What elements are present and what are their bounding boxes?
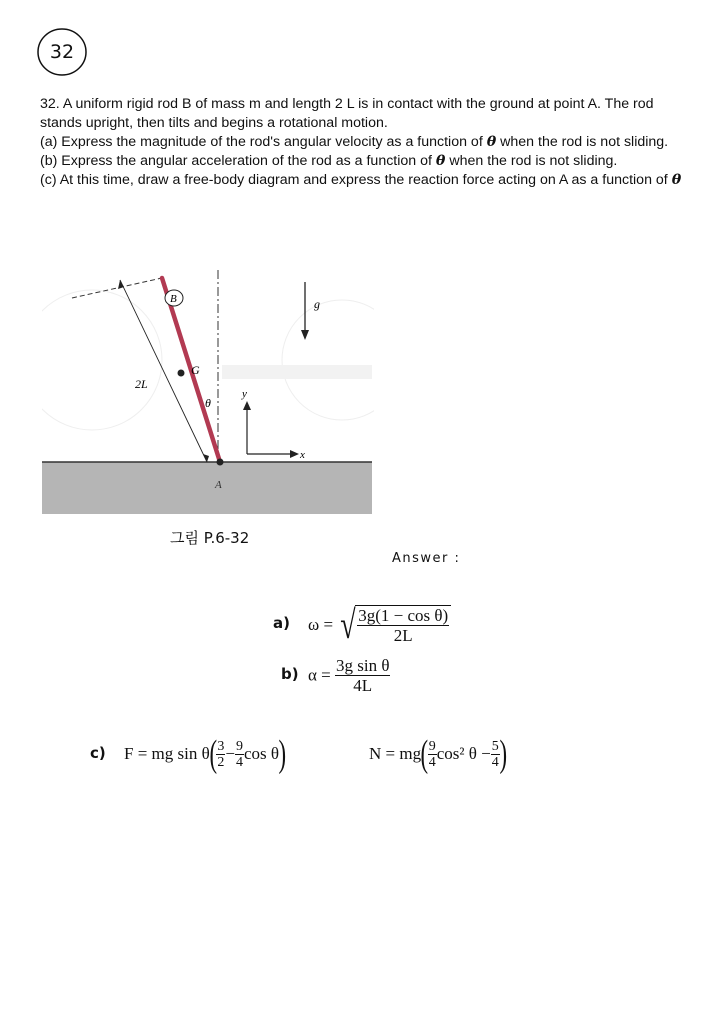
- center-of-mass-dot: [178, 370, 185, 377]
- gravity-arrowhead: [301, 330, 309, 340]
- answer-c-F-tail: cos θ: [244, 744, 280, 763]
- part-b-post: when the rod is not sliding.: [449, 153, 618, 169]
- rod-figure: [42, 240, 374, 515]
- theta-symbol: θ: [435, 153, 446, 169]
- answer-c-N-lhs: N = mg: [369, 744, 422, 763]
- frac-numerator: 5: [491, 738, 499, 754]
- rod-label: B: [170, 293, 177, 305]
- theta-symbol: θ: [671, 172, 682, 188]
- center-label: G: [191, 363, 200, 377]
- part-a-text: [40, 133, 690, 152]
- point-label: A: [215, 479, 222, 491]
- part-b-pre: (b) Express the angular acceleration of the rod as a function of: [40, 153, 432, 169]
- answer-a-radicand: [355, 605, 451, 645]
- y-axis-arrowhead: [243, 401, 251, 410]
- frac-numerator: 3: [217, 738, 225, 754]
- angle-label: θ: [205, 396, 211, 410]
- frac-numerator: 9: [236, 738, 243, 754]
- answer-a-formula: [308, 602, 451, 647]
- answer-c-N-mid: cos² θ −: [436, 744, 491, 763]
- answer-b-tag: b): [281, 665, 299, 683]
- problem-intro: 32. A uniform rigid rod B of mass m and length 2 L is in contact with the ground at point A. The rod stands upright, then tilts and begins a rotational motion.: [40, 96, 654, 131]
- length-label: 2L: [135, 377, 148, 391]
- part-a-pre: (a) Express the magnitude of the rod's angular velocity as a function of: [40, 134, 483, 150]
- figure-caption: 그림 P.6-32: [170, 529, 250, 547]
- answer-c-normal-formula: N = mg( $\frac{9}{4}$ cos² θ − $\frac{5}{4}$ ): [369, 733, 507, 775]
- frac-numerator: 9: [428, 738, 436, 754]
- answer-b-denominator: 4L: [353, 676, 373, 695]
- part-c-text: [40, 171, 690, 190]
- answer-c-tag: c): [90, 744, 106, 762]
- frac-denominator: 4: [236, 754, 243, 770]
- answer-a-numerator: 3g(1 − cos θ): [358, 606, 449, 625]
- part-a-post: when the rod is not sliding.: [500, 134, 669, 150]
- x-axis-arrowhead: [290, 450, 299, 458]
- answer-c-force-formula: F = mg sin θ( $\frac{3}{2}$ − $\frac{9}{4}$ cos θ): [124, 733, 287, 775]
- answer-b-formula: [308, 656, 390, 695]
- problem-statement: [40, 95, 690, 190]
- answer-c-F-lhs: F = mg sin θ: [124, 744, 210, 763]
- minus-sign: −: [225, 744, 235, 763]
- x-axis-label: x: [300, 449, 305, 461]
- gravity-label: g: [314, 297, 320, 311]
- answer-a-lhs: ω =: [308, 615, 334, 634]
- answer-a-denominator: 2L: [393, 626, 413, 645]
- part-c-pre: (c) At this time, draw a free-body diagram and express the reaction force acting on A as a function of: [40, 172, 668, 188]
- y-axis-label: y: [242, 388, 247, 400]
- ground-block: [42, 462, 372, 514]
- theta-symbol: θ: [486, 134, 497, 150]
- part-b-text: [40, 152, 690, 171]
- frac-denominator: 4: [428, 754, 436, 770]
- frac-denominator: 2: [217, 754, 225, 770]
- problem-number-badge: [36, 26, 88, 78]
- frac-denominator: 4: [491, 754, 499, 770]
- contact-point-dot: [217, 459, 224, 466]
- answer-label: Answer :: [392, 551, 461, 566]
- badge-number: 32: [49, 41, 75, 63]
- answer-b-numerator: 3g sin θ: [336, 656, 390, 675]
- answer-a-tag: a): [273, 614, 290, 632]
- sqrt-symbol: √: [340, 602, 356, 647]
- answer-b-lhs: α =: [308, 665, 331, 685]
